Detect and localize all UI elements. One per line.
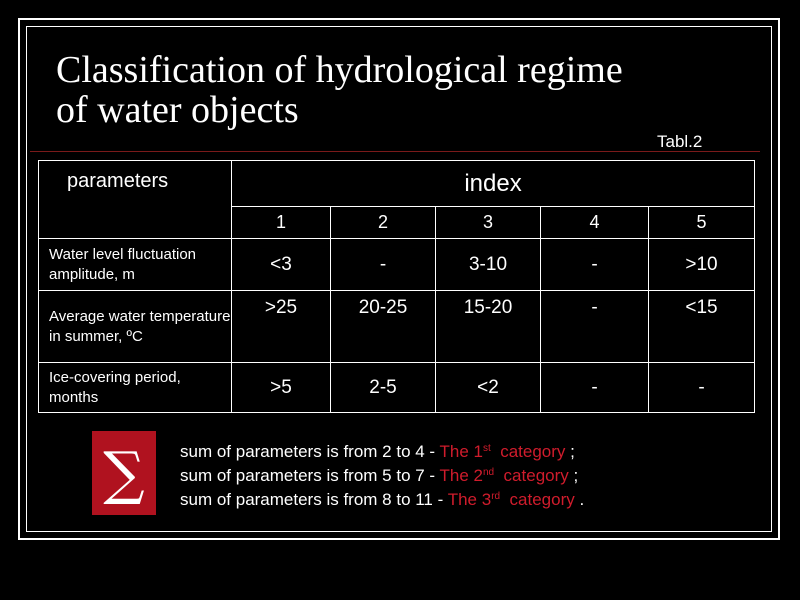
table-cell: >25 (232, 291, 331, 363)
table-cell: - (541, 239, 649, 291)
table-cell: 20-25 (331, 291, 436, 363)
category-word: category (500, 490, 575, 509)
table-row (39, 291, 755, 363)
classification-table (38, 160, 755, 413)
table-cell: <15 (649, 291, 755, 363)
row-parameter: Average water temperature in summer, ºC (39, 291, 232, 363)
table-cell: >5 (232, 363, 331, 413)
title-line-2: of water objects (56, 89, 299, 131)
index-col-3: 3 (436, 207, 541, 239)
sigma-icon (92, 431, 156, 515)
title-line-1: Classification of hydrological regime (56, 49, 623, 91)
note-end: ; (565, 442, 575, 461)
row-parameter: Water level fluctuation amplitude, m (39, 239, 232, 291)
category-label (440, 466, 569, 485)
table-header-row (39, 161, 755, 207)
header-index: index (232, 161, 755, 207)
index-col-1: 1 (232, 207, 331, 239)
table-cell: 3-10 (436, 239, 541, 291)
category-label (448, 490, 575, 509)
index-col-4: 4 (541, 207, 649, 239)
title-divider (30, 151, 760, 152)
sigma-symbol: ∑ (103, 439, 145, 507)
category-text: The 2 (439, 466, 483, 485)
category-label (440, 442, 566, 461)
slide-title (56, 50, 756, 130)
ordinal-suffix: st (482, 443, 491, 454)
table-cell: >10 (649, 239, 755, 291)
row-parameter: Ice-covering period, months (39, 363, 232, 413)
index-col-5: 5 (649, 207, 755, 239)
note-text: sum of parameters is from 5 to 7 - (180, 466, 440, 485)
category-word: category (490, 442, 566, 461)
category-word: category (494, 466, 569, 485)
table-row (39, 363, 755, 413)
note-end: ; (568, 466, 579, 485)
table-cell: <2 (436, 363, 541, 413)
ordinal-suffix: rd (491, 491, 501, 502)
table-cell: 15-20 (436, 291, 541, 363)
category-notes (180, 440, 584, 512)
note-end: . (574, 490, 585, 509)
note-line-1 (180, 440, 584, 464)
table-cell: - (331, 239, 436, 291)
table-cell: - (541, 363, 649, 413)
table-cell: - (541, 291, 649, 363)
table-cell: <3 (232, 239, 331, 291)
category-text: The 3 (447, 490, 492, 509)
ordinal-suffix: nd (482, 467, 495, 478)
table-cell: - (649, 363, 755, 413)
index-col-2: 2 (331, 207, 436, 239)
note-line-3 (180, 488, 584, 512)
note-line-2 (180, 464, 584, 488)
header-parameters: parameters (39, 161, 232, 239)
note-text: sum of parameters is from 2 to 4 - (180, 442, 440, 461)
table-cell: 2-5 (331, 363, 436, 413)
note-text: sum of parameters is from 8 to 11 - (180, 490, 448, 509)
table-row (39, 239, 755, 291)
category-text: The 1 (439, 442, 483, 461)
table-reference: Tabl.2 (657, 132, 703, 151)
